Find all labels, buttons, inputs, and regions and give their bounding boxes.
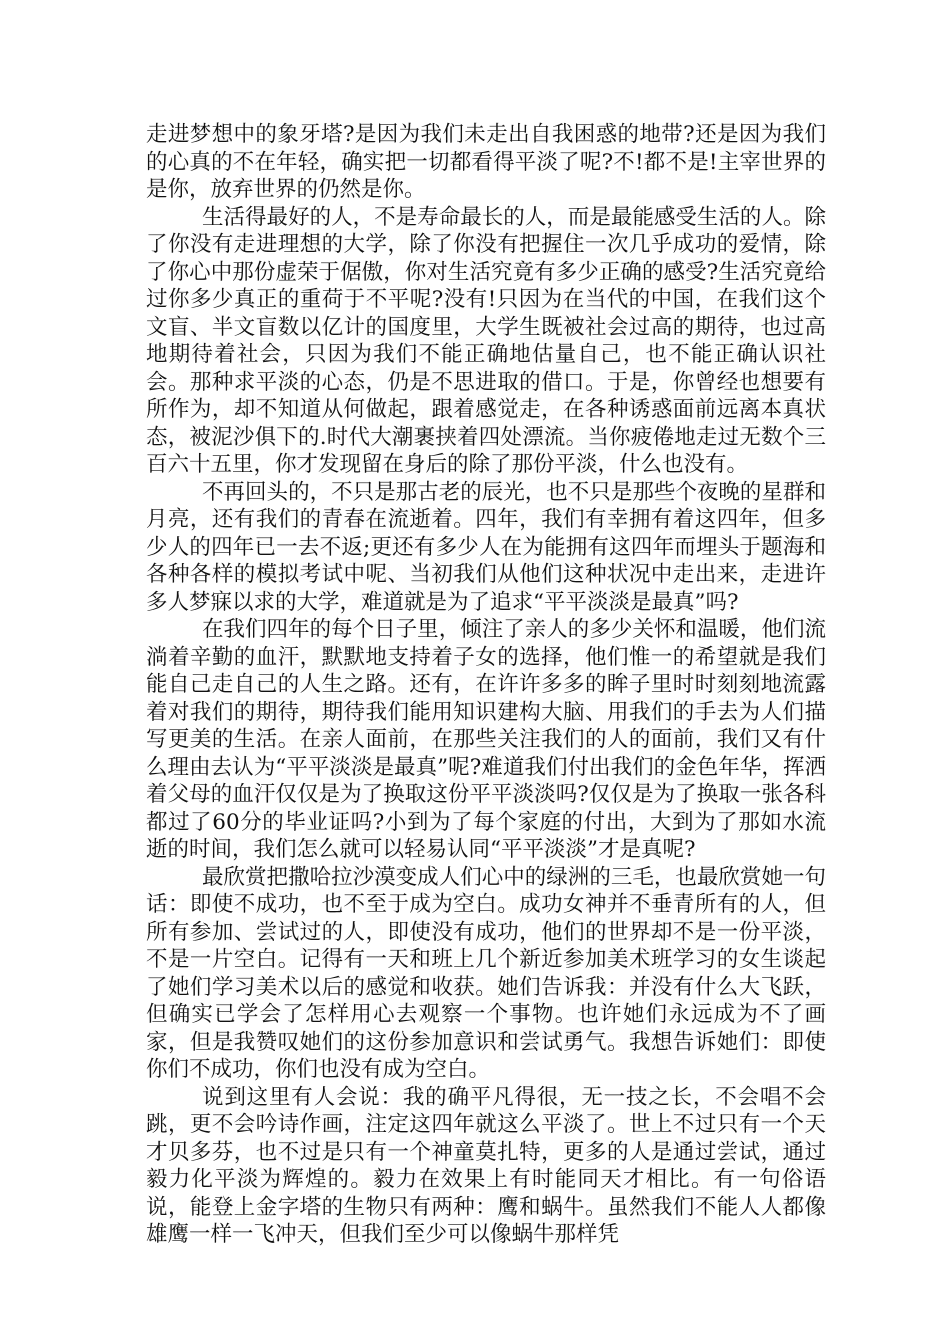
- paragraph-4: 在我们四年的每个日子里，倾注了亲人的多少关怀和温暖，他们流淌着辛勤的血汗，默默地支持着子女的选择，他们惟一的希望就是我们能自己走自己的人生之路。还有，在许许多多的眸子里时时刻刻地流露着对我们的期待，期待我们能用知识建构大脑、用我们的手去为人们描写更美的生活。在亲人面前，在那些关注我们的人的面前，我们又有什么理由去认为“平平淡淡是最真”呢?难道我们付出我们的金色年华，挥洒着父母的血汗仅仅是为了换取这份平平淡淡吗?仅仅是为了换取一张各科都过了60分的毕业证吗?小到为了每个家庭的付出，大到为了那如水流逝的时间，我们怎么就可以轻易认同“平平淡淡”才是真呢?: [146, 617, 826, 862]
- paragraph-3: 不再回头的，不只是那古老的辰光，也不只是那些个夜晚的星群和月亮，还有我们的青春在流逝着。四年，我们有幸拥有着这四年，但多少人的四年已一去不返;更还有多少人在为能拥有这四年而埋头于题海和各种各样的模拟考试中呢、当初我们从他们这种状况中走出来，走进许多人梦寐以求的大学，难道就是为了追求“平平淡淡是最真”吗?: [146, 479, 826, 615]
- paragraph-1: 走进梦想中的象牙塔?是因为我们未走出自我困惑的地带?还是因为我们的心真的不在年轻，确实把一切都看得平淡了呢?不!都不是!主宰世界的是你，放弃世界的仍然是你。: [146, 122, 826, 202]
- paragraph-2: 生活得最好的人，不是寿命最长的人，而是最能感受生活的人。除了你没有走进理想的大学，除了你没有把握住一次几乎成功的爱情，除了你心中那份虚荣于倨傲，你对生活究竟有多少正确的感受?生活究竟给过你多少真正的重荷于不平呢?没有!只因为在当代的中国，在我们这个文盲、半文盲数以亿计的国度里，大学生既被社会过高的期待，也过高地期待着社会，只因为我们不能正确地估量自己，也不能正确认识社会。那种求平淡的心态，仍是不思进取的借口。于是，你曾经也想要有所作为，却不知道从何做起，跟着感觉走，在各种诱惑面前远离本真状态，被泥沙俱下的.时代大潮裹挟着四处漂流。当你疲倦地走过无数个三百六十五里，你才发现留在身后的除了那份平淡，什么也没有。: [146, 204, 826, 477]
- paragraph-5: 最欣赏把撒哈拉沙漠变成人们心中的绿洲的三毛，也最欣赏她一句话：即使不成功，也不至于成为空白。成功女神并不垂青所有的人，但所有参加、尝试过的人，即使没有成功，他们的世界却不是一份平淡，不是一片空白。记得有一天和班上几个新近参加美术班学习的女生谈起了她们学习美术以后的感觉和收获。她们告诉我：并没有什么大飞跃，但确实已学会了怎样用心去观察一个事物。也许她们永远成为不了画家，但是我赞叹她们的这份参加意识和尝试勇气。我想告诉她们：即使你们不成功，你们也没有成为空白。: [146, 864, 826, 1082]
- essay-body: [146, 121, 826, 1249]
- paragraph-6: 说到这里有人会说：我的确平凡得很，无一技之长，不会唱不会跳，更不会吟诗作画，注定这四年就这么平淡了。世上不过只有一个天才贝多芬，也不过是只有一个神童莫扎特，更多的人是通过尝试，通过毅力化平淡为辉煌的。毅力在效果上有时能同天才相比。有一句俗语说，能登上金字塔的生物只有两种：鹰和蜗牛。虽然我们不能人人都像雄鹰一样一飞冲天，但我们至少可以像蜗牛那样凭: [146, 1084, 826, 1247]
